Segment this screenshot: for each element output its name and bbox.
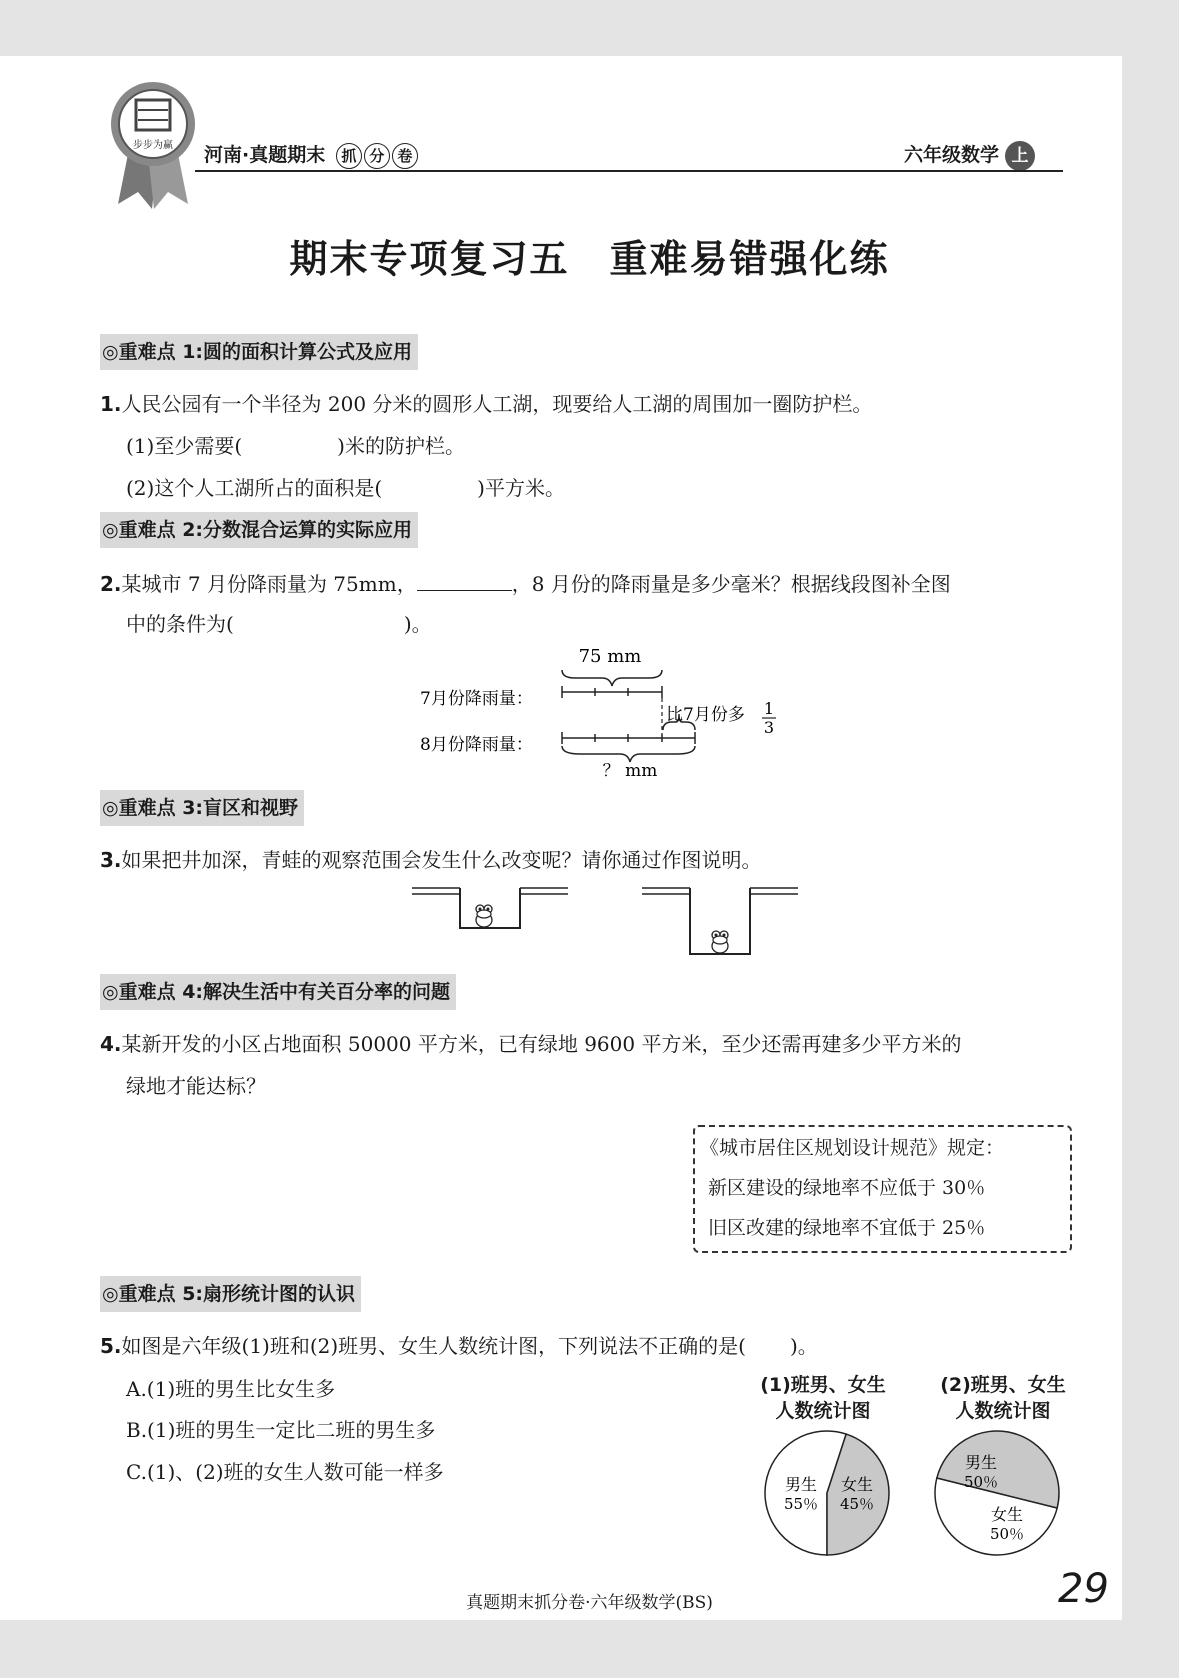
diagram-row1-label: 7月份降雨量： (420, 689, 533, 709)
q2-condition-blank[interactable] (417, 572, 512, 591)
note-line-3: 旧区改建的绿地率不宜低于 25％ (708, 1217, 986, 1239)
diagram-compare-label: 比7月份多 (666, 705, 745, 725)
well-diagrams (410, 880, 800, 960)
shallow-well (412, 888, 568, 928)
chart1-title: (1)班男、女生 人数统计图 (760, 1374, 886, 1422)
circled-char: 卷 (392, 143, 418, 169)
deep-well (642, 888, 798, 954)
pie-slice-value: 45％ (839, 1495, 875, 1513)
note-line-1: 《城市居住区规划设计规范》规定： (700, 1137, 1005, 1159)
q2-stem: 2.某城市 7 月份降雨量为 75mm， ，8 月份的降雨量是多少毫米？根据线段图补全图 (100, 572, 951, 596)
diagram-bottom-label: ？ mm (602, 761, 658, 778)
footer-text: 真题期末抓分卷·六年级数学(BS) (466, 1593, 713, 1613)
frog-icon (476, 905, 492, 927)
pie-slice-label: 男生 (784, 1475, 818, 1494)
page-number: 29 (1058, 1566, 1109, 1612)
q2-line2: 中的条件为( )。 (126, 612, 432, 636)
q5-stem: 5.如图是六年级(1)班和(2)班男、女生人数统计图，下列说法不正确的是( )。 (100, 1334, 818, 1358)
q4-stem-line1: 4.某新开发的小区占地面积 50000 平方米，已有绿地 9600 平方米，至少还需再建多少平方米的 (100, 1032, 962, 1056)
pie-chart-class2 (932, 1428, 1062, 1558)
volume-badge: 上 (1005, 141, 1035, 171)
pie-slice-value: 55％ (783, 1495, 819, 1513)
pie-slice-label: 男生 (964, 1453, 998, 1472)
pie-slice-value: 50％ (963, 1473, 999, 1491)
q5-option-a[interactable]: A.(1)班的男生比女生多 (126, 1377, 336, 1401)
top-brace (562, 670, 662, 686)
q5-option-b[interactable]: B.(1)班的男生一定比二班的男生多 (126, 1418, 436, 1442)
note-line-2: 新区建设的绿地率不应低于 30％ (708, 1177, 986, 1199)
section-2-label: ◎重难点 2:分数混合运算的实际应用 (100, 512, 418, 548)
section-3-label: ◎重难点 3:盲区和视野 (100, 790, 304, 826)
section-4-label: ◎重难点 4:解决生活中有关百分率的问题 (100, 974, 456, 1010)
q1-stem: 1.人民公园有一个半径为 200 分米的圆形人工湖，现要给人工湖的周围加一圈防护栏。 (100, 392, 873, 416)
line-segment-diagram (420, 642, 800, 778)
pie-slice-value: 50％ (989, 1525, 1025, 1543)
section-1-label: ◎重难点 1:圆的面积计算公式及应用 (100, 334, 418, 370)
q1-part2: (2)这个人工湖所占的面积是( )平方米。 (126, 476, 565, 500)
diagram-row2-label: 8月份降雨量： (420, 735, 533, 755)
bottom-brace (562, 746, 695, 762)
diagram-top-label: 75 mm (578, 646, 642, 667)
frog-icon (712, 931, 728, 953)
pie-slice-label: 女生 (840, 1475, 874, 1494)
q1-part1: (1)至少需要( )米的防护栏。 (126, 434, 465, 458)
q4-stem-line2: 绿地才能达标？ (126, 1074, 266, 1098)
header-rule (195, 170, 1063, 172)
pie-chart-class1 (762, 1428, 892, 1558)
circled-char: 抓 (336, 143, 362, 169)
page-title: 期末专项复习五 重难易错强化练 (289, 237, 890, 281)
q3-stem: 3.如果把井加深，青蛙的观察范围会发生什么改变呢？请你通过作图说明。 (100, 848, 762, 872)
fraction-numerator: 1 (763, 699, 775, 718)
grade-subject: 六年级数学 上 (904, 140, 1035, 171)
medal-logo-icon (108, 64, 198, 214)
pie-slice-label: 女生 (990, 1505, 1024, 1524)
fraction-denominator: 3 (763, 718, 775, 737)
chart2-title: (2)班男、女生 人数统计图 (940, 1374, 1066, 1422)
series-title: 河南·真题期末 抓 分 卷 (204, 140, 418, 169)
circled-char: 分 (364, 143, 390, 169)
logo-text: 步步为赢 (133, 140, 173, 151)
section-5-label: ◎重难点 5:扇形统计图的认识 (100, 1276, 361, 1312)
q5-option-c[interactable]: C.(1)、(2)班的女生人数可能一样多 (126, 1460, 444, 1484)
